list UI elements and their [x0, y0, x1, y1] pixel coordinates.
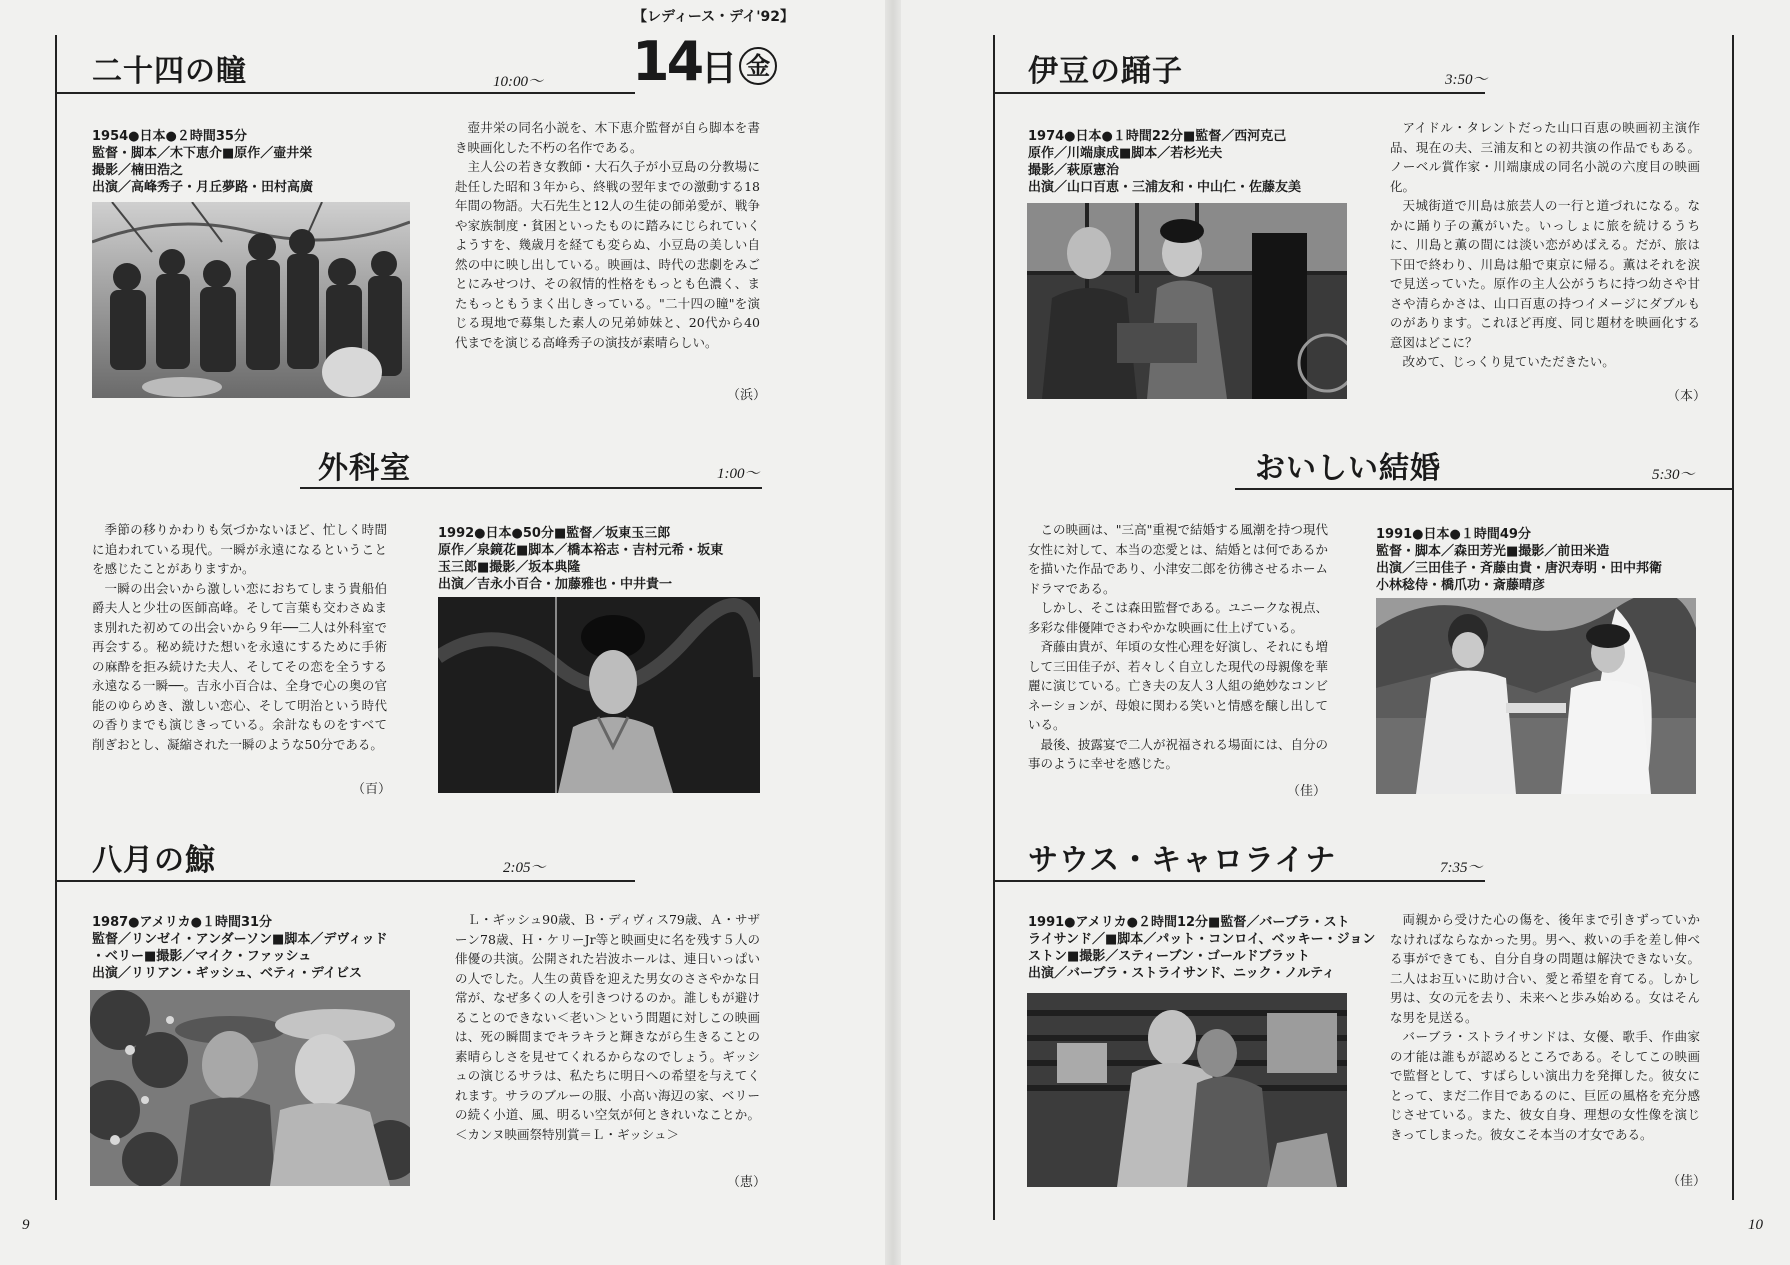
film-title: 二十四の瞳	[92, 54, 247, 89]
film-credits	[92, 914, 422, 982]
film-time: 5:30～	[1652, 467, 1695, 483]
right-page-inner-rule	[993, 35, 995, 1220]
synopsis-paragraph: 改めて、じっくり見ていただきたい。	[1402, 354, 1615, 369]
synopsis-paragraph: 一瞬の出会いから激しい恋におちてしまう貴船伯爵夫人と少壮の医師高峰。そして言葉も交わさぬまま別れた初めての出会いから９年──二人は外科室で再会する。秘め続けた想いを永遠にするために手術の麻酔を拒み続けた夫人、そしてその恋を全うする永遠なる一瞬──。吉永小百合は、全身で心の奥の官能のゆらめき、激しい恋心、そして明治という時代の香りまでも演じきっている。余計なものをすべて削ぎおとし、凝縮された一瞬のような50分である。	[92, 580, 387, 752]
synopsis-paragraph: アイドル・タレントだった山口百恵の映画初主演作品、現在の夫、三浦友和との初共演の作品でもある。ノーベル賞作家・川端康成の同名小説の六度目の映画化。	[1390, 120, 1700, 194]
film-credits	[92, 128, 392, 196]
review-signature: （浜）	[727, 388, 767, 403]
page-number-left: 9	[22, 1217, 30, 1233]
film-synopsis	[455, 118, 760, 352]
film-credits	[1376, 526, 1706, 594]
right-margin-rule	[1732, 35, 1734, 1200]
credit-line: 監督・脚本／森田芳光■撮影／前田米造	[1376, 544, 1610, 559]
review-signature: （百）	[352, 782, 392, 797]
film-still-photo	[1376, 598, 1696, 794]
event-header-label: 【レディース・デイ'92】	[633, 9, 794, 25]
synopsis-paragraph: 主人公の若き女教師・大石久子が小豆島の分教場に赴任した昭和３年から、終戦の翌年までの激動する18年間の物語。大石先生と12人の生徒の師弟愛が、戦争や家族制度・貧困といったものに踏みにじられていくようすを、幾歳月を経ても変らぬ、小豆島の美しい自然の中に映し出している。映画は、時代の悲劇をみごとにみせつけ、その叙情的性格をもっとも色濃く、またもっともうまく出しきっている。"二十四の瞳"を演じる現地で募集した素人の兄弟姉妹と、20代から40代までを演じる高峰秀子の演技が素晴らしい。	[455, 159, 760, 350]
film-synopsis	[455, 910, 760, 1144]
synopsis-paragraph: 季節の移りかわりも気づかないほど、忙しく時間に追われている現代。一瞬が永遠になるということを感じたことがありますか。	[92, 522, 387, 576]
credit-line: ライサンド／■脚本／パット・コンロイ、ベッキー・ジョン	[1028, 932, 1376, 947]
credit-line: 出演／吉永小百合・加藤雅也・中井貴一	[438, 577, 673, 592]
section-rule	[300, 487, 762, 489]
synopsis-paragraph: 斉藤由貴が、年頃の女性心理を好演し、それにも増して三田佳子が、若々しく自立した現代の母親像を華麗に演じている。亡き夫の友人３人組の絶妙なコンビネーションが、母娘に関わる笑いと情感を醸し出している。	[1028, 639, 1329, 732]
credit-line: 小林稔侍・橋爪功・斎藤晴彦	[1376, 578, 1546, 593]
synopsis-paragraph: Ｌ・ギッシュ90歳、Ｂ・ディヴィス79歳、Ａ・サザーン78歳、Ｈ・ケリーJr等と映画史に名を残す５人の俳優の共演。公開された岩波ホールは、連日いっぱいの人でした。人生の黄昏を迎えた男女のささやかな日常が、なぜ多くの人を引きつけるのか。誰しもが避けることのできない＜老い＞という問題に対しこの映画は、死の瞬間までキラキラと輝きながら生きることの素晴らしさを見せてくれるからなのでしょう。ギッシュの演じるサラは、私たちに明日への希望を与えてくれます。サラのブルーの服、小高い海辺の家、ベリーの続く小道、風、明るい空気が何ときれいなことか。＜カンヌ映画祭特別賞＝Ｌ・ギッシュ＞	[455, 912, 760, 1142]
film-synopsis	[1390, 118, 1700, 372]
film-time: 2:05～	[503, 860, 546, 876]
film-synopsis	[92, 520, 387, 754]
page-number-right: 10	[1748, 1217, 1763, 1233]
synopsis-paragraph: この映画は、"三高"重視で結婚する風潮を持つ現代女性に対して、本当の恋愛とは、結婚とは何であるかを描いた作品であり、小津安二郎を彷彿させるホームドラマである。	[1028, 522, 1329, 596]
credit-line: 1991●日本●１時間49分	[1376, 527, 1531, 542]
credit-line: 玉三郎■撮影／坂本典隆	[438, 560, 581, 575]
credit-line: 1974●日本●１時間22分■監督／西河克己	[1028, 129, 1287, 144]
event-weekday: 金	[739, 47, 777, 85]
synopsis-paragraph: 両親から受けた心の傷を、後年まで引きずっていかなければならなかった男。男へ、救いの手を差し伸べる事ができても、自分自身の問題は解決できない女。二人はお互いに助け合い、愛と希望を育てる。しかし男は、女の元を去り、未来へと歩み始める。女はそんな男を見送る。	[1390, 912, 1700, 1025]
synopsis-paragraph: 天城街道で川島は旅芸人の一行と道づれになる。なかに踊り子の薫がいた。いっしょに旅を続けるうちに、川島と薫の間には淡い恋がめばえる。だが、旅は下田で終わり、川島は船で東京に帰る。薫はそれを涙で見送っていた。原作の主人公がうちに持つ幼さや甘さや清らかさは、山口百恵の持つイメージにダブルものがあります。これほど再度、同じ題材を映画化する意図はどこに？	[1390, 198, 1700, 350]
film-title: おいしい結婚	[1255, 451, 1441, 486]
credit-line: 監督・脚本／木下恵介■原作／壷井栄	[92, 146, 313, 161]
film-credits	[1028, 128, 1348, 196]
film-title: 伊豆の踊子	[1028, 54, 1183, 89]
credit-line: 1954●日本●２時間35分	[92, 129, 247, 144]
credit-line: 撮影／楠田浩之	[92, 163, 184, 178]
film-title: サウス・キャロライナ	[1028, 843, 1337, 878]
event-day: 14	[632, 30, 702, 93]
credit-line: 1992●日本●50分■監督／坂東玉三郎	[438, 526, 671, 541]
event-day-suffix: 日	[701, 48, 738, 89]
film-title: 外科室	[318, 451, 411, 486]
film-time: 3:50～	[1445, 72, 1488, 88]
film-still-photo	[438, 597, 760, 793]
film-still-photo	[1027, 203, 1347, 399]
film-time: 10:00～	[493, 74, 543, 90]
section-rule	[993, 880, 1485, 882]
film-still-photo	[90, 990, 410, 1186]
event-date	[632, 30, 777, 93]
credit-line: 1991●アメリカ●２時間12分■監督／バーブラ・スト	[1028, 915, 1350, 930]
synopsis-paragraph: バーブラ・ストライサンドは、女優、歌手、作曲家の才能は誰もが認めるところである。そしてこの映画で監督として、すばらしい演出力を発揮した。彼女にとって、まだ二作目であるのに、巨匠の風格を充分感じさせている。また、彼女自身、理想の女性像を演じきってしまった。彼女こそ本当の才女である。	[1390, 1029, 1700, 1142]
review-signature: （本）	[1667, 389, 1707, 404]
section-rule	[55, 880, 635, 882]
film-time: 1:00～	[717, 466, 760, 482]
synopsis-paragraph: 最後、披露宴で二人が祝福される場面には、自分の事のように幸せを感じた。	[1028, 736, 1329, 771]
film-synopsis	[1390, 910, 1700, 1144]
credit-line: ストン■撮影／スティーブン・ゴールドブラット	[1028, 949, 1310, 964]
credit-line: 出演／山口百恵・三浦友和・中山仁・佐藤友美	[1028, 180, 1302, 195]
synopsis-paragraph: 壺井栄の同名小説を、木下恵介監督が自ら脚本を書き映画化した不朽の名作である。	[455, 120, 760, 155]
credit-line: 撮影／萩原憲治	[1028, 163, 1120, 178]
review-signature: （佳）	[1287, 784, 1327, 799]
credit-line: 出演／リリアン・ギッシュ、ベティ・デイビス	[92, 966, 363, 981]
film-title: 八月の鯨	[92, 843, 216, 878]
credit-line: 監督／リンゼイ・アンダーソン■脚本／デヴィッド	[92, 932, 388, 947]
credit-line: 出演／三田佳子・斉藤由貴・唐沢寿明・田中邦衛	[1376, 561, 1663, 576]
review-signature: （恵）	[727, 1175, 767, 1190]
film-credits	[438, 525, 768, 593]
review-signature: （佳）	[1667, 1174, 1707, 1189]
binding-gutter	[885, 0, 901, 1265]
credit-line: 1987●アメリカ●１時間31分	[92, 915, 273, 930]
credit-line: 出演／高峰秀子・月丘夢路・田村高廣	[92, 180, 314, 195]
credit-line: 原作／泉鏡花■脚本／橋本裕志・吉村元希・坂東	[438, 543, 724, 558]
synopsis-paragraph: しかし、そこは森田監督である。ユニークな視点、多彩な俳優陣でさわやかな映画に仕上げている。	[1028, 600, 1329, 635]
section-rule	[1235, 488, 1732, 490]
credit-line: 原作／川端康成■脚本／若杉光夫	[1028, 146, 1223, 161]
credit-line: ・ベリー■撮影／マイク・ファッシュ	[92, 949, 312, 964]
film-still-photo	[1027, 993, 1347, 1187]
section-rule	[55, 92, 635, 94]
film-credits	[1028, 914, 1376, 982]
film-time: 7:35～	[1440, 860, 1483, 876]
left-margin-rule	[55, 35, 57, 1200]
film-still-photo	[92, 202, 410, 398]
credit-line: 出演／バーブラ・ストライサンド、ニック・ノルティ	[1028, 966, 1336, 981]
section-rule	[993, 92, 1485, 94]
film-synopsis	[1028, 520, 1328, 774]
